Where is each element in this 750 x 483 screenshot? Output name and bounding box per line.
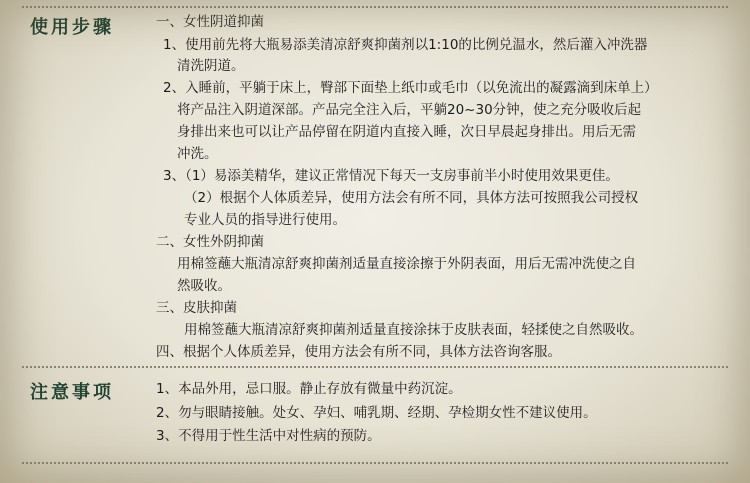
section-divider (22, 366, 728, 368)
notes-line: 2、勿与眼睛接触。处女、孕妇、哺乳期、经期、孕检期女性不建议使用。 (156, 405, 597, 421)
usage-line: 将产品注入阴道深部。产品完全注入后，平躺20~30分钟，使之充分吸收后起 (177, 102, 642, 118)
usage-line: 一、女性阴道抑菌 (156, 14, 264, 30)
usage-line: 二、女性外阴抑菌 (156, 234, 264, 250)
notes-line: 1、本品外用，忌口服。静止存放有微量中药沉淀。 (156, 381, 462, 397)
usage-line: （2）根据个人体质差异，使用方法会有所不同，具体方法可按照我公司授权 (184, 190, 639, 206)
usage-line: 用棉签蘸大瓶清凉舒爽抑菌剂适量直接涂抹于皮肤表面，轻揉使之自然吸收。 (184, 322, 643, 338)
usage-line: 3、（1）易添美精华，建议正常情况下每天一支房事前半小时使用效果更佳。 (163, 168, 619, 184)
usage-line: 三、皮肤抑菌 (156, 300, 237, 316)
bottom-divider (22, 462, 728, 464)
usage-line: 专业人员的指导进行使用。 (184, 212, 346, 228)
notes-heading: 注意事项 (30, 382, 114, 403)
usage-line: 冲洗。 (177, 146, 218, 162)
usage-line: 1、使用前先将大瓶易添美清凉舒爽抑菌剂以1:10的比例兑温水，然后灌入冲洗器 (163, 37, 648, 53)
usage-line: 用棉签蘸大瓶清凉舒爽抑菌剂适量直接涂擦于外阴表面，用后无需冲洗使之自 (177, 256, 636, 272)
usage-line: 然吸收。 (177, 278, 231, 294)
notes-line: 3、不得用于性生活中对性病的预防。 (156, 428, 381, 444)
usage-line: 四、根据个人体质差异，使用方法会有所不同，具体方法咨询客服。 (156, 344, 561, 360)
usage-line: 身排出来也可以让产品停留在阴道内直接入睡，次日早晨起身排出。用后无需 (177, 124, 636, 140)
top-divider (22, 6, 728, 8)
usage-heading: 使用步骤 (30, 17, 114, 38)
usage-line: 清洗阴道。 (177, 58, 245, 74)
usage-line: 2、入睡前，平躺于床上，臀部下面垫上纸巾或毛巾（以免流出的凝露滴到床单上） (163, 80, 658, 96)
